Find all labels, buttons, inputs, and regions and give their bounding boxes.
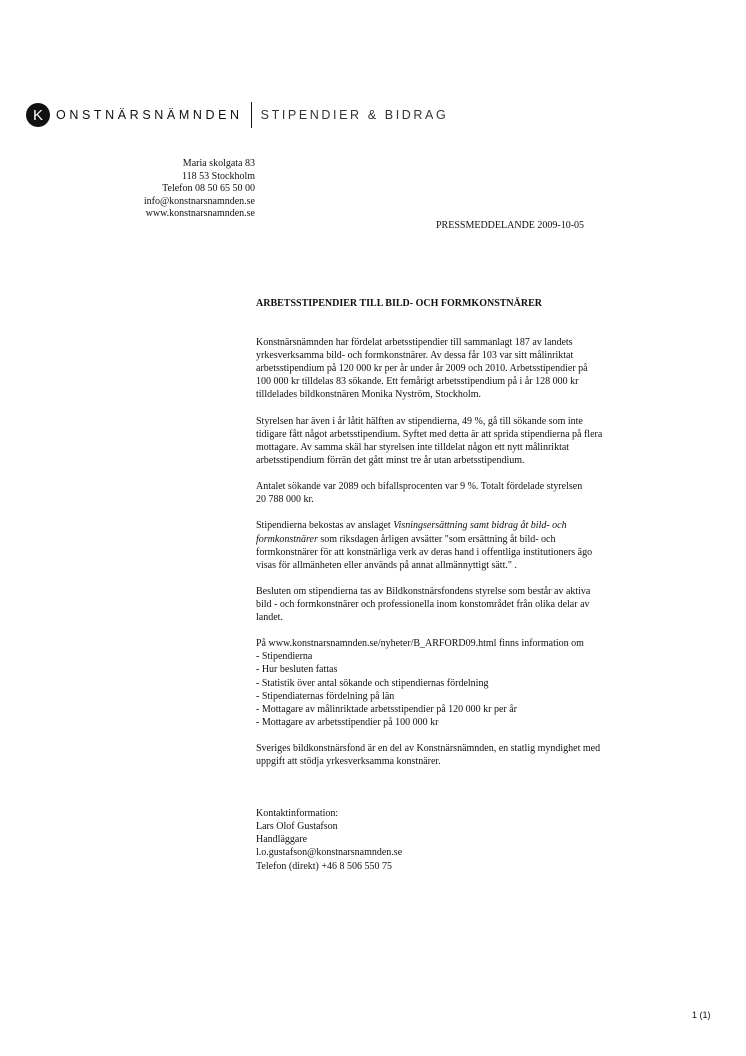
contact-phone: Telefon (direkt) +46 8 506 550 75 <box>256 860 393 872</box>
text-line: bild - och formkonstnärer och professionella inom konstområdet från olika delar av <box>256 598 590 610</box>
paragraph-4 <box>256 519 656 571</box>
text-line: 20 788 000 kr. <box>256 494 314 506</box>
text-line: tidigare fått något arbetsstipendium. Syftet med detta är att sprida stipendierna på flera <box>256 428 603 440</box>
list-item: - Stipendierna <box>256 651 313 663</box>
text-line: Konstnärsnämnden har fördelat arbetsstipendier till sammanlagt 187 av landets <box>256 337 573 349</box>
paragraph-2 <box>256 415 656 467</box>
logo-k-icon <box>26 103 50 127</box>
info-list <box>256 637 656 729</box>
text-line: Besluten om stipendierna tas av Bildkonstnärsfondens styrelse som består av aktiva <box>256 585 591 597</box>
contact-heading: Kontaktinformation: <box>256 808 339 820</box>
text-line: 100 000 kr tilldelas 83 sökande. Ett femårigt arbetsstipendium på i år 128 000 kr <box>256 376 579 388</box>
text-line: arbetsstipendium på 120 000 kr per år under år 2009 och 2010. Arbetsstipendier på <box>256 363 588 375</box>
paragraph-5 <box>256 585 656 624</box>
logo-divider <box>251 102 252 128</box>
document-body <box>256 297 656 873</box>
text-line: landet. <box>256 612 283 624</box>
contact-name: Lars Olof Gustafson <box>256 821 338 833</box>
italic-grant-name: Visningsersättning samt bidrag åt bild- och <box>393 520 567 532</box>
address-phone: Telefon 08 50 65 50 00 <box>162 183 255 195</box>
list-item: - Mottagare av arbetsstipendier på 100 000 kr <box>256 716 439 728</box>
text-line: mottagare. Av samma skäl har styrelsen inte tilldelat någon ett nytt målinriktat <box>256 441 570 453</box>
header-logo <box>26 101 448 129</box>
text-line: uppgift att stödja yrkesverksamma konstnärer. <box>256 756 441 768</box>
text-line: Styrelsen har även i år låtit hälften av stipendierna, 49 %, gå till sökande som inte <box>256 415 583 427</box>
contact-email: l.o.gustafson@konstnarsnamnden.se <box>256 847 403 859</box>
text-line <box>256 533 656 546</box>
logo-name: ONSTNÄRSNÄMNDEN <box>56 108 243 122</box>
italic-grant-name: formkonstnärer <box>256 533 318 545</box>
list-item: - Mottagare av målinriktade arbetsstipendier på 120 000 kr per år <box>256 703 518 715</box>
document-title: ARBETSSTIPENDIER TILL BILD- OCH FORMKONSTNÄRER <box>256 298 542 309</box>
address-postal: 118 53 Stockholm <box>182 170 255 182</box>
page-number: 1 (1) <box>692 1010 711 1020</box>
contact-role: Handläggare <box>256 834 308 846</box>
text-line: tilldelades bildkonstnären Monika Nyström, Stockholm. <box>256 389 481 401</box>
logo-letter: K <box>32 106 43 124</box>
text-line: yrkesverksamma bild- och formkonstnärer. Av dessa får 103 var sitt målinriktat <box>256 350 574 362</box>
list-item: - Hur besluten fattas <box>256 664 338 676</box>
sender-address <box>144 158 255 221</box>
text-line <box>256 519 656 532</box>
text-line: Sveriges bildkonstnärsfond är en del av Konstnärsnämnden, en statlig myndighet med <box>256 743 601 754</box>
text-span: som riksdagen årligen avsätter "som ersättning åt bild- och <box>317 533 556 545</box>
text-line: Antalet sökande var 2089 och bifallsprocenten var 9 %. Totalt fördelade styrelsen <box>256 481 583 493</box>
paragraph-7 <box>256 742 656 768</box>
text-line: formkonstnärer för att konstnärliga verk av deras hand i offentliga institutioners ägo <box>256 546 593 558</box>
logo-tagline: STIPENDIER & BIDRAG <box>260 108 449 122</box>
press-release-label: PRESSMEDDELANDE 2009-10-05 <box>436 220 585 231</box>
paragraph-1 <box>256 336 656 401</box>
address-email: info@konstnarsnamnden.se <box>143 195 255 207</box>
text-span: Stipendierna bekostas av anslaget <box>256 520 394 532</box>
text-line: visas för allmänheten eller används på annat allmännyttigt sätt." . <box>256 559 517 571</box>
list-item: - Stipendiaternas fördelning på län <box>256 690 395 702</box>
list-item: - Statistik över antal sökande och stipendiernas fördelning <box>256 677 489 689</box>
address-web: www.konstnarsnamnden.se <box>145 208 255 220</box>
info-list-intro: På www.konstnarsnamnden.se/nyheter/B_ARFORD09.html finns information om <box>256 638 584 650</box>
paragraph-3 <box>256 480 656 506</box>
contact-info <box>256 807 656 872</box>
address-street: Maria skolgata 83 <box>182 158 255 169</box>
text-line: arbetsstipendium förrän det gått minst tre år utan arbetsstipendium. <box>256 454 525 466</box>
